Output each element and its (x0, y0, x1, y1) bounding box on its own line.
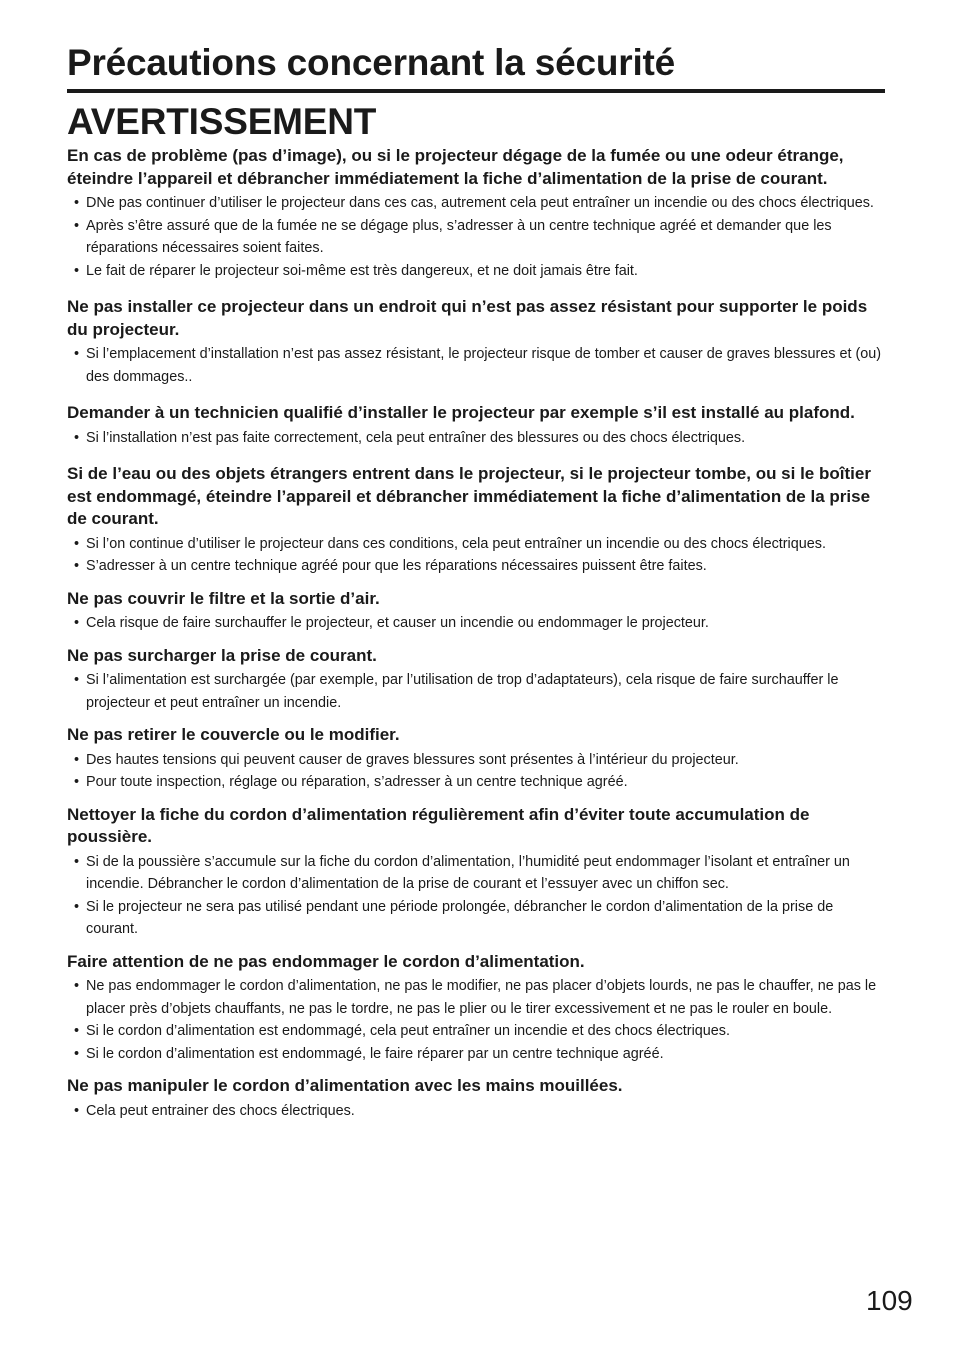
section-power-cord-damage (67, 951, 885, 1066)
section-cover (67, 724, 885, 794)
bullet-icon: • (74, 853, 80, 870)
bullet-text: DNe pas continuer d’utiliser le projecteur dans ces cas, autrement cela peut entraîner un incendie ou des chocs électriques. (86, 195, 874, 211)
section-qualified-technician (67, 402, 885, 449)
bullet-list (67, 533, 885, 578)
bullet-item (67, 555, 885, 578)
bullet-text: Si de la poussière s’accumule sur la fiche du cordon d’alimentation, l’humidité peut endommager l’isolant et entraîner un incendie. Débrancher le cordon d’alimentation de la prise de courant et l’essuyer avec un chiffon sec. (86, 853, 850, 892)
bullet-item (67, 1043, 885, 1066)
bullet-icon: • (74, 1023, 80, 1039)
bullet-icon: • (74, 615, 80, 631)
bullet-icon: • (74, 978, 80, 994)
section-heading: Faire attention de ne pas endommager le cordon d’alimentation. (67, 951, 585, 971)
bullet-item (67, 260, 885, 283)
bullet-icon: • (74, 262, 80, 279)
bullet-list (67, 427, 885, 450)
section-water-foreign-objects (67, 463, 885, 578)
bullet-text: Si l’on continue d’utiliser le projecteur dans ces conditions, cela peut entraîner un incendie ou des chocs électriques. (86, 535, 826, 552)
bullet-text: Cela risque de faire surchauffer le projecteur, et causer un incendie ou endommager le projecteur. (86, 615, 709, 631)
bullet-icon: • (74, 751, 80, 768)
bullet-text: Si l’emplacement d’installation n’est pas assez résistant, le projecteur risque de tomber et causer de graves blessures et (ou) des dommages.. (86, 346, 882, 385)
bullet-list (67, 749, 885, 794)
section-malfunction (67, 145, 885, 282)
section-heading: Nettoyer la fiche du cordon d’alimentation régulièrement afin d’éviter toute accumulation de poussière. (67, 804, 810, 846)
bullet-item (67, 192, 885, 215)
bullet-text: Si le cordon d’alimentation est endommagé, le faire réparer par un centre technique agréé. (86, 1045, 664, 1062)
bullet-item (67, 1020, 885, 1043)
bullet-text: Pour toute inspection, réglage ou réparation, s’adresser à un centre technique agréé. (86, 774, 628, 790)
section-heading: Si de l’eau ou des objets étrangers entrent dans le projecteur, si le projecteur tombe, ou si le boîtier est endommagé, éteindre l’appareil et débrancher immédiatement la fiche d’alimentation de la prise de courant. (67, 464, 871, 528)
section-heading: Ne pas installer ce projecteur dans un endroit qui n’est pas assez résistant pour supporter le poids du projecteur. (67, 297, 868, 339)
bullet-list (67, 851, 885, 941)
bullet-text: Si l’installation n’est pas faite correctement, cela peut entraîner des blessures ou des chocs électriques. (86, 429, 746, 446)
bullet-text: Le fait de réparer le projecteur soi-même est très dangereux, et ne doit jamais être fait. (86, 262, 638, 279)
section-filter-air (67, 588, 885, 635)
bullet-list (67, 192, 885, 282)
section-heading: Ne pas surcharger la prise de courant. (67, 645, 377, 665)
bullet-list (67, 975, 885, 1065)
bullet-item (67, 896, 885, 941)
bullet-text: Après s’être assuré que de la fumée ne se dégage plus, s’adresser à un centre technique agréé et demander que les réparations nécessaires soient faites. (86, 217, 832, 256)
bullet-icon: • (74, 672, 80, 688)
section-wet-hands (67, 1075, 885, 1122)
section-installation-location (67, 296, 885, 388)
bullet-icon: • (74, 429, 80, 446)
bullet-icon: • (74, 346, 80, 362)
bullet-item (67, 215, 885, 260)
warning-heading: AVERTISSEMENT (67, 101, 377, 142)
section-outlet-overload (67, 645, 885, 715)
bullet-icon: • (74, 898, 80, 915)
bullet-list (67, 612, 885, 635)
bullet-icon: • (74, 195, 80, 211)
bullet-icon: • (74, 1045, 80, 1062)
bullet-text: Ne pas endommager le cordon d’alimentation, ne pas le modifier, ne pas placer d’objets lourds, ne pas le chauffer, ne pas le placer près d’objets chauffants, ne pas le tordre, ne pas le plier ou le tirer excessivement et ne pas le rouler en boule. (86, 978, 877, 1017)
bullet-text: Des hautes tensions qui peuvent causer de graves blessures sont présentes à l’intérieur du projecteur. (86, 751, 739, 768)
bullet-text: Si l’alimentation est surchargée (par exemple, par l’utilisation de trop d’adaptateurs), cela risque de faire surchauffer le projecteur et peut entraîner un incendie. (86, 672, 839, 711)
bullet-item (67, 749, 885, 772)
bullet-icon: • (74, 535, 80, 552)
bullet-text: Si le projecteur ne sera pas utilisé pendant une période prolongée, débrancher le cordon d’alimentation de la prise de courant. (86, 898, 834, 937)
bullet-item (67, 771, 885, 794)
bullet-list (67, 1100, 885, 1123)
bullet-text: Si le cordon d’alimentation est endommagé, cela peut entraîner un incendie et des chocs électriques. (86, 1023, 730, 1039)
bullet-icon: • (74, 558, 80, 574)
bullet-icon: • (74, 217, 80, 234)
section-heading: Ne pas couvrir le filtre et la sortie d’air. (67, 588, 380, 608)
bullet-item (67, 612, 885, 635)
page-title: Précautions concernant la sécurité (67, 40, 885, 93)
bullet-text: Cela peut entrainer des chocs électriques. (86, 1102, 355, 1119)
bullet-icon: • (74, 1102, 80, 1119)
section-heading: En cas de problème (pas d’image), ou si le projecteur dégage de la fumée ou une odeur étrange, éteindre l’appareil et débrancher immédiatement la fiche d’alimentation de la prise de courant. (67, 146, 844, 188)
bullet-text: S’adresser à un centre technique agréé pour que les réparations nécessaires puissent être faites. (86, 558, 707, 574)
section-heading: Ne pas retirer le couvercle ou le modifier. (67, 725, 400, 744)
bullet-list (67, 669, 885, 714)
bullet-item (67, 975, 885, 1020)
section-heading: Ne pas manipuler le cordon d’alimentation avec les mains mouillées. (67, 1076, 623, 1095)
page-content (67, 40, 885, 1122)
bullet-item (67, 1100, 885, 1123)
bullet-list (67, 343, 885, 388)
bullet-item (67, 427, 885, 450)
page-number: 109 (866, 1285, 913, 1316)
section-clean-plug (67, 804, 885, 941)
bullet-icon: • (74, 774, 80, 790)
bullet-item (67, 669, 885, 714)
bullet-item (67, 851, 885, 896)
bullet-item (67, 343, 885, 388)
bullet-item (67, 533, 885, 556)
section-heading: Demander à un technicien qualifié d’installer le projecteur par exemple s’il est installé au plafond. (67, 403, 855, 422)
